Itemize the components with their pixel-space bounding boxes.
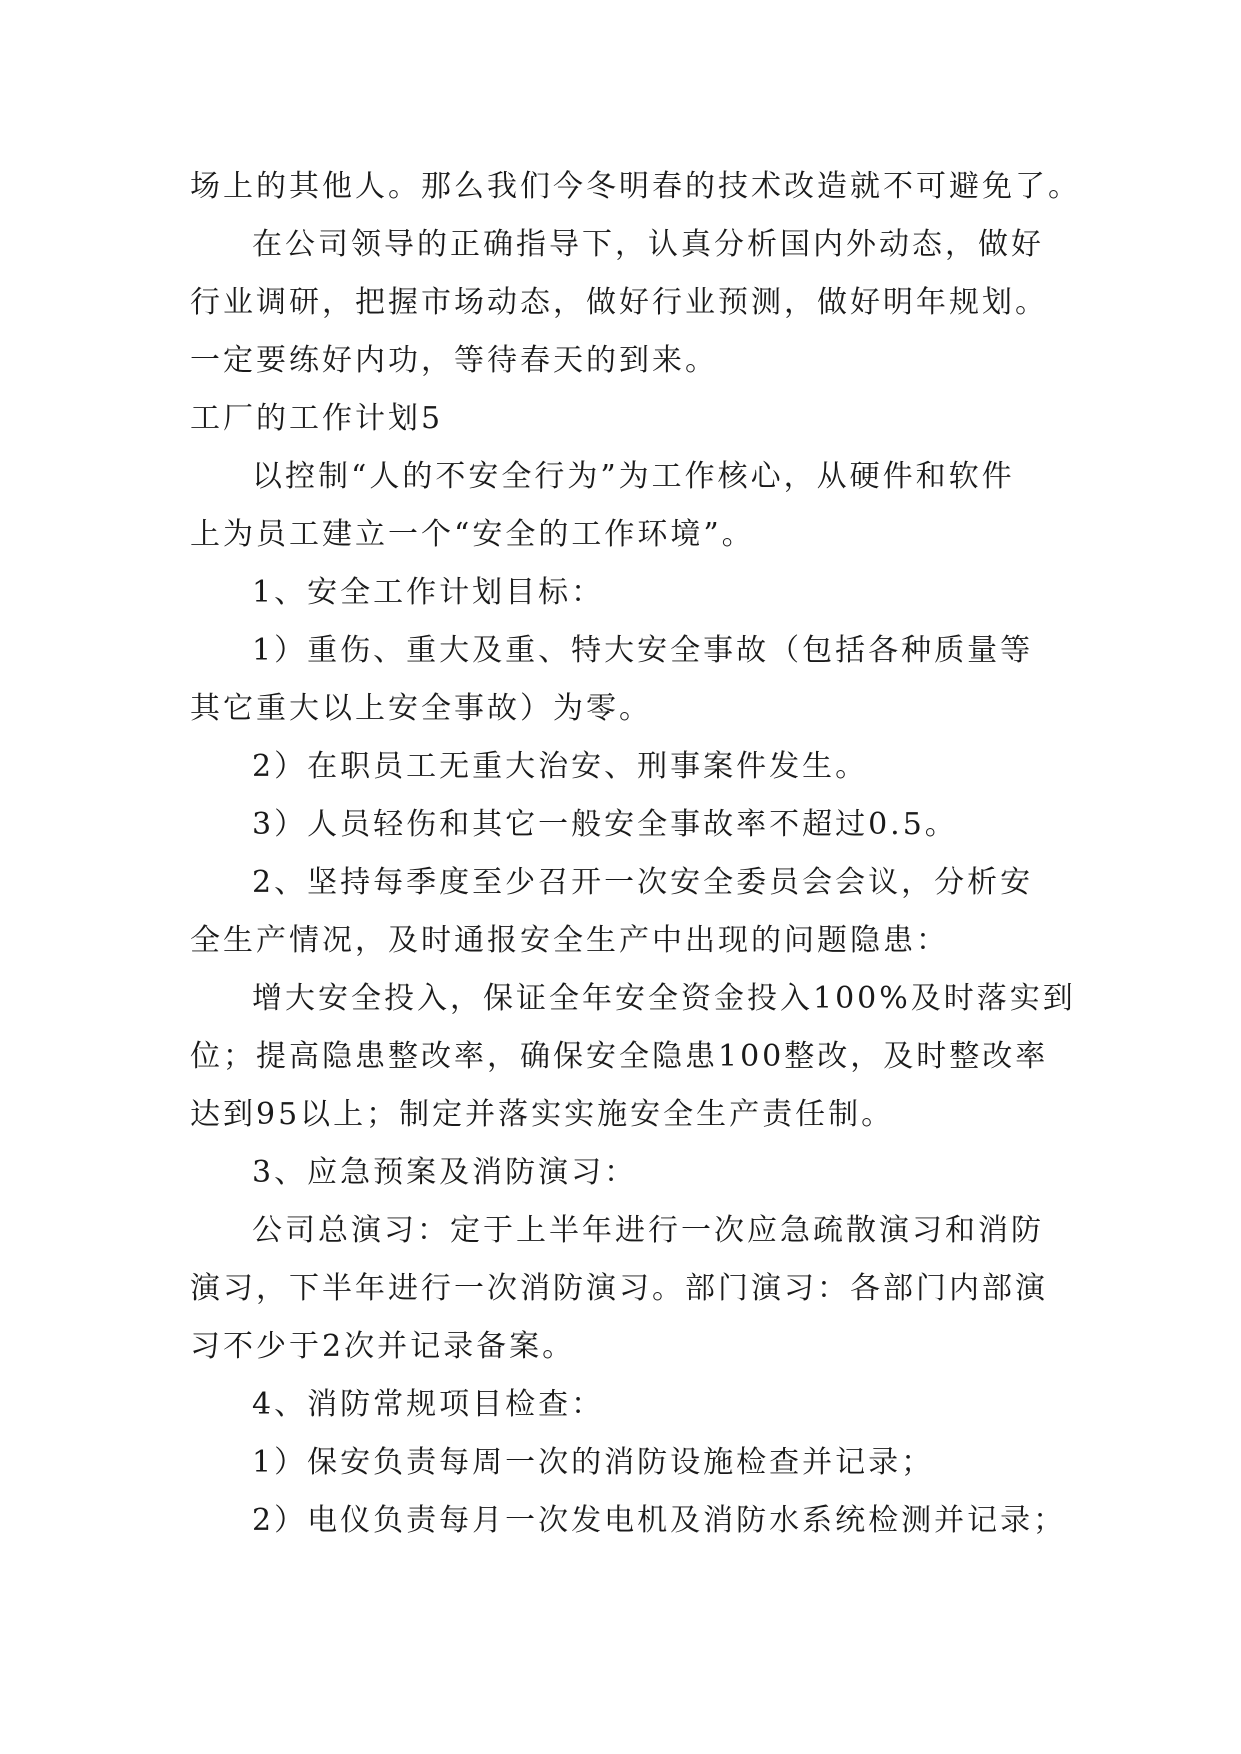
text-line: 场上的其他人。那么我们今冬明春的技术改造就不可避免了。 bbox=[190, 169, 1081, 204]
text-line: 2、坚持每季度至少召开一次安全委员会会议，分析安 bbox=[252, 865, 1034, 900]
text-line: 增大安全投入，保证全年安全资金投入100%及时落实到 bbox=[252, 981, 1076, 1016]
text-line: 行业调研，把握市场动态，做好行业预测，做好明年规划。 bbox=[190, 285, 1048, 320]
text-line: 公司总演习：定于上半年进行一次应急疏散演习和消防 bbox=[252, 1213, 1044, 1248]
text-line: 一定要练好内功，等待春天的到来。 bbox=[190, 343, 718, 378]
text-line: 2）在职员工无重大治安、刑事案件发生。 bbox=[252, 749, 869, 784]
text-line: 4、消防常规项目检查： bbox=[252, 1387, 605, 1422]
document-body bbox=[190, 158, 1090, 1550]
text-line: 演习，下半年进行一次消防演习。部门演习：各部门内部演 bbox=[190, 1271, 1048, 1306]
text-line: 1）重伤、重大及重、特大安全事故（包括各种质量等 bbox=[252, 633, 1034, 668]
text-line: 位；提高隐患整改率，确保安全隐患100整改，及时整改率 bbox=[190, 1039, 1049, 1074]
text-line: 以控制“人的不安全行为”为工作核心，从硬件和软件 bbox=[252, 459, 1015, 494]
text-line: 全生产情况，及时通报安全生产中出现的问题隐患： bbox=[190, 923, 949, 958]
section-heading: 工厂的工作计划5 bbox=[190, 401, 444, 436]
text-line: 其它重大以上安全事故）为零。 bbox=[190, 691, 652, 726]
text-line: 达到95以上；制定并落实实施安全生产责任制。 bbox=[190, 1097, 895, 1132]
text-line: 在公司领导的正确指导下，认真分析国内外动态，做好 bbox=[252, 227, 1044, 262]
text-line: 上为员工建立一个“安全的工作环境”。 bbox=[190, 517, 755, 552]
text-line: 2）电仪负责每月一次发电机及消防水系统检测并记录； bbox=[252, 1503, 1067, 1538]
text-line: 1）保安负责每周一次的消防设施检查并记录； bbox=[252, 1445, 935, 1480]
text-line: 3、应急预案及消防演习： bbox=[252, 1155, 638, 1190]
text-line: 1、安全工作计划目标： bbox=[252, 575, 605, 610]
text-line: 3）人员轻伤和其它一般安全事故率不超过0.5。 bbox=[252, 807, 958, 842]
text-line: 习不少于2次并记录备案。 bbox=[190, 1329, 576, 1364]
